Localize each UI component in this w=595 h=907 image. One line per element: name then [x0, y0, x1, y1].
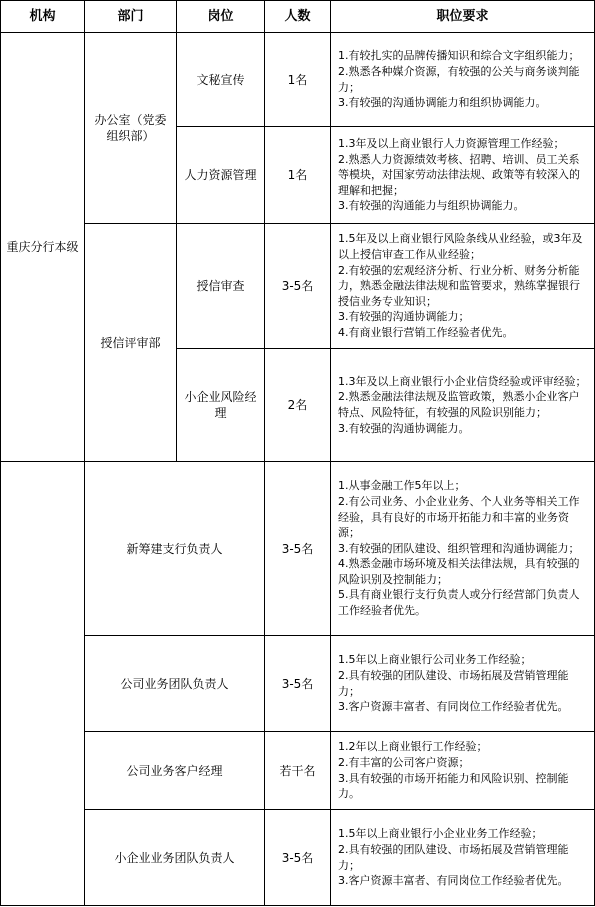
requirement-line: 1.有较扎实的品牌传播知识和综合文字组织能力；	[338, 49, 580, 63]
position-cell: 文秘宣传	[177, 33, 265, 127]
requirements-cell	[331, 224, 595, 349]
requirement-line: 1.2年以上商业银行工作经验；	[338, 740, 488, 754]
department-cell: 授信评审部	[85, 224, 177, 462]
requirement-line: 4.有商业银行营销工作经验者优先。	[338, 325, 514, 339]
requirements-cell	[331, 810, 595, 906]
requirement-line: 2.熟悉人力资源绩效考核、招聘、培训、员工关系等模块，对国家劳动法律法规、政策等有较深入的理解和把握；	[338, 152, 580, 197]
requirement-line: 2.熟悉金融法律法规及监管政策，熟悉小企业客户特点、风险特征，有较强的风险识别能力；	[338, 390, 580, 419]
requirement-line: 3.具有较强的市场开拓能力和风险识别、控制能力。	[338, 771, 569, 801]
requirement-line: 1.3年及以上商业银行小企业信贷经验或评审经验；	[338, 374, 587, 388]
requirement-line: 2.具有较强的团队建设、市场拓展及营销管理能力；	[338, 668, 569, 698]
requirement-line: 2.有较强的宏观经济分析、行业分析、财务分析能力，熟悉金融法律法规和监管要求，熟练掌握银行授信业务专业知识；	[338, 263, 580, 308]
header-requirements: 职位要求	[331, 1, 595, 33]
requirement-line: 1.从事金融工作5年以上；	[338, 479, 466, 493]
position-cell: 授信审查	[177, 224, 265, 349]
table-row	[1, 636, 595, 732]
header-position: 岗位	[177, 1, 265, 33]
position-cell: 小企业风险经理	[177, 349, 265, 462]
requirement-line: 3.有较强的沟通协调能力。	[338, 421, 470, 435]
header-institution: 机构	[1, 1, 85, 33]
requirements-cell	[331, 349, 595, 462]
requirements-cell	[331, 33, 595, 127]
count-cell: 1名	[265, 33, 331, 127]
position-cell: 公司业务团队负责人	[85, 636, 265, 732]
requirement-line: 3.客户资源丰富者、有同岗位工作经验者优先。	[338, 700, 569, 714]
requirement-line: 2.有丰富的公司客户资源；	[338, 755, 470, 769]
requirement-line: 1.5年及以上商业银行风险条线从业经验，或3年及以上授信审查工作从业经验；	[338, 232, 583, 262]
requirement-line: 1.5年以上商业银行小企业业务工作经验；	[338, 827, 543, 841]
position-cell: 小企业业务团队负责人	[85, 810, 265, 906]
requirement-line: 3.有较强的团队建设、组织管理和沟通协调能力；	[338, 541, 580, 555]
table-row	[1, 462, 595, 636]
requirements-cell	[331, 636, 595, 732]
table-row	[1, 33, 595, 127]
institution-cell: 重庆分行本级	[1, 33, 85, 462]
requirement-line: 1.3年及以上商业银行人力资源管理工作经验；	[338, 137, 565, 151]
requirements-cell	[331, 732, 595, 810]
position-cell: 新筹建支行负责人	[85, 462, 265, 636]
count-cell: 3-5名	[265, 810, 331, 906]
requirements-cell	[331, 127, 595, 224]
table-header-row	[1, 1, 595, 33]
table-row	[1, 224, 595, 349]
count-cell: 3-5名	[265, 636, 331, 732]
table-row	[1, 732, 595, 810]
department-cell: 办公室（党委组织部）	[85, 33, 177, 224]
institution-cell-blank	[1, 462, 85, 906]
requirement-line: 5.具有商业银行支行负责人或分行经营部门负责人工作经验者优先。	[338, 588, 580, 618]
count-cell: 2名	[265, 349, 331, 462]
requirement-line: 2.熟悉各种媒介资源，有较强的公关与商务谈判能力；	[338, 64, 580, 94]
position-cell: 公司业务客户经理	[85, 732, 265, 810]
requirement-line: 3.客户资源丰富者、有同岗位工作经验者优先。	[338, 874, 569, 888]
requirement-line: 3.有较强的沟通协调能力和组织协调能力。	[338, 96, 547, 110]
count-cell: 若干名	[265, 732, 331, 810]
header-department: 部门	[85, 1, 177, 33]
count-cell: 3-5名	[265, 462, 331, 636]
requirement-line: 2.具有较强的团队建设、市场拓展及营销管理能力；	[338, 842, 569, 872]
requirement-line: 1.5年以上商业银行公司业务工作经验；	[338, 653, 532, 667]
requirement-line: 3.有较强的沟通能力与组织协调能力。	[338, 199, 525, 213]
header-count: 人数	[265, 1, 331, 33]
count-cell: 1名	[265, 127, 331, 224]
table-row	[1, 810, 595, 906]
count-cell: 3-5名	[265, 224, 331, 349]
requirement-line: 4.熟悉金融市场环境及相关法律法规，具有较强的风险识别及控制能力；	[338, 557, 580, 586]
requirements-cell	[331, 462, 595, 636]
position-cell: 人力资源管理	[177, 127, 265, 224]
requirement-line: 3.有较强的沟通协调能力；	[338, 310, 470, 324]
requirement-line: 2.有公司业务、小企业业务、个人业务等相关工作经验，具有良好的市场开拓能力和丰富的业务资源；	[338, 494, 580, 540]
